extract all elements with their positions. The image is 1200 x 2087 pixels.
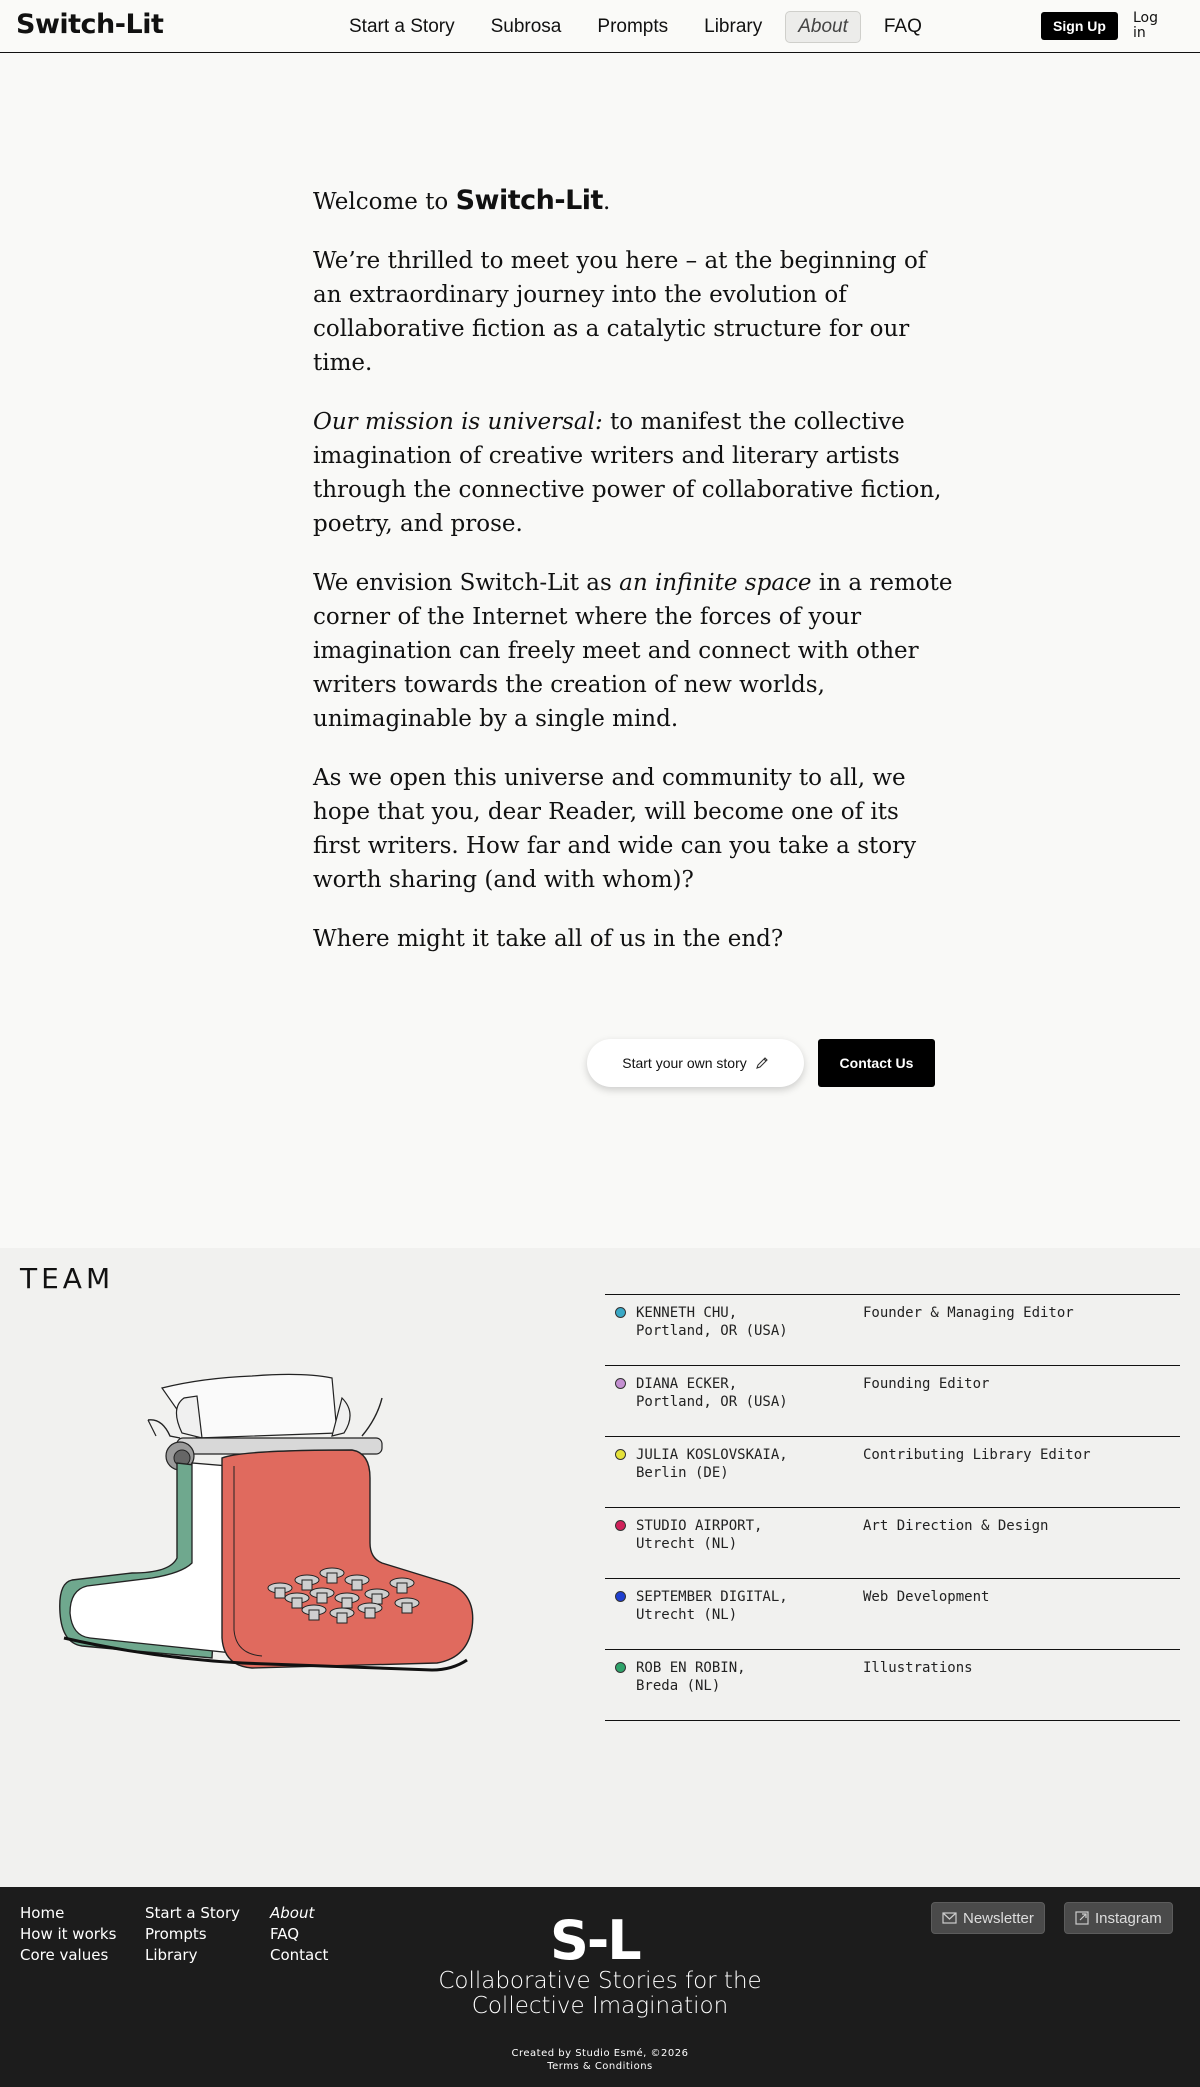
team-member bbox=[605, 1508, 1180, 1579]
newsletter-label: Newsletter bbox=[963, 1909, 1034, 1927]
main-menu bbox=[336, 11, 935, 43]
mission-paragraph bbox=[313, 405, 953, 541]
footer-credit: Created by Studio Esmé, ©2026 bbox=[511, 2048, 689, 2059]
member-name-block bbox=[636, 1446, 856, 1482]
instagram-label: Instagram bbox=[1095, 1909, 1162, 1927]
member-name: KENNETH CHU, bbox=[636, 1305, 738, 1321]
closing-question: Where might it take all of us in the end? bbox=[313, 926, 784, 952]
community-paragraph: As we open this universe and community to all, we hope that you, dear Reader, will become one of its first writers. How far and wide can you take a story worth sharing (and with whom)? bbox=[313, 765, 917, 893]
member-name-block bbox=[636, 1659, 856, 1695]
footer-credits bbox=[400, 2047, 800, 2073]
log-in-link[interactable]: Log in bbox=[1133, 10, 1159, 41]
start-story-label: Start your own story bbox=[622, 1055, 747, 1071]
footer-link-prompts[interactable]: Prompts bbox=[145, 1925, 207, 1943]
logo[interactable]: Switch-Lit bbox=[16, 9, 164, 40]
footer-col-3 bbox=[270, 1903, 328, 1966]
nav-about[interactable]: About bbox=[785, 11, 861, 43]
footer-link-about[interactable]: About bbox=[270, 1904, 315, 1922]
footer-link-library[interactable]: Library bbox=[145, 1946, 198, 1964]
about-content bbox=[313, 184, 953, 981]
member-name: JULIA KOSLOVSKAIA, bbox=[636, 1447, 788, 1463]
vision-text-a: We envision Switch-Lit as bbox=[313, 570, 620, 596]
team-member bbox=[605, 1295, 1180, 1366]
member-color-dot bbox=[615, 1378, 626, 1389]
nav-start-a-story[interactable]: Start a Story bbox=[349, 16, 455, 37]
team-member bbox=[605, 1366, 1180, 1437]
welcome-brand: Switch-Lit bbox=[455, 185, 603, 216]
footer-link-how-it-works[interactable]: How it works bbox=[20, 1925, 117, 1943]
nav-library[interactable]: Library bbox=[704, 16, 763, 37]
member-color-dot bbox=[615, 1520, 626, 1531]
member-name: DIANA ECKER, bbox=[636, 1376, 738, 1392]
nav-faq[interactable]: FAQ bbox=[883, 16, 922, 37]
member-role: Founding Editor bbox=[863, 1376, 990, 1392]
member-name-block bbox=[636, 1375, 856, 1411]
mission-emphasis: Our mission is universal: bbox=[313, 409, 603, 435]
footer bbox=[0, 1887, 1200, 2087]
footer-link-start-a-story[interactable]: Start a Story bbox=[145, 1904, 240, 1922]
typewriter-illustration bbox=[52, 1358, 482, 1688]
footer-logo[interactable]: S-L bbox=[550, 1909, 640, 1972]
top-nav bbox=[0, 0, 1200, 53]
contact-us-button[interactable]: Contact Us bbox=[818, 1039, 935, 1087]
member-name-block bbox=[636, 1517, 856, 1553]
nav-prompts[interactable]: Prompts bbox=[597, 16, 669, 37]
mission-text: to manifest the collective imagination of creative writers and literary artists through the connective power of collaborative fiction, poetry, and prose. bbox=[313, 409, 942, 537]
member-color-dot bbox=[615, 1591, 626, 1602]
vision-text-b: in a remote corner of the Internet where the forces of your imagination can freely meet and connect with other writers towards the creation of new worlds, unimaginable by a single mind. bbox=[313, 570, 953, 732]
member-location: Portland, OR (USA) bbox=[636, 1394, 788, 1410]
vision-emphasis: an infinite space bbox=[619, 570, 812, 596]
footer-tagline: Collaborative Stories for the Collective Imagination bbox=[438, 1968, 762, 2019]
footer-link-faq[interactable]: FAQ bbox=[270, 1925, 300, 1943]
member-color-dot bbox=[615, 1307, 626, 1318]
member-role: Art Direction & Design bbox=[863, 1518, 1049, 1534]
external-link-icon bbox=[1075, 1911, 1089, 1925]
member-name-block bbox=[636, 1304, 856, 1340]
vision-paragraph bbox=[313, 566, 953, 736]
member-role: Founder & Managing Editor bbox=[863, 1305, 1074, 1321]
member-name: ROB EN ROBIN, bbox=[636, 1660, 746, 1676]
team-member bbox=[605, 1437, 1180, 1508]
member-role: Illustrations bbox=[863, 1660, 973, 1676]
team-list bbox=[605, 1294, 1180, 1721]
member-name: SEPTEMBER DIGITAL, bbox=[636, 1589, 788, 1605]
member-location: Utrecht (NL) bbox=[636, 1536, 738, 1552]
member-role: Contributing Library Editor bbox=[863, 1447, 1091, 1463]
footer-terms-link[interactable]: Terms & Conditions bbox=[547, 2061, 653, 2072]
member-name-block bbox=[636, 1588, 856, 1624]
sign-up-button[interactable]: Sign Up bbox=[1041, 12, 1118, 40]
team-title: TEAM bbox=[20, 1262, 115, 1295]
footer-link-contact[interactable]: Contact bbox=[270, 1946, 329, 1964]
member-color-dot bbox=[615, 1449, 626, 1460]
start-story-button[interactable] bbox=[587, 1039, 804, 1087]
member-location: Utrecht (NL) bbox=[636, 1607, 738, 1623]
member-color-dot bbox=[615, 1662, 626, 1673]
footer-col-1 bbox=[20, 1903, 116, 1966]
member-location: Berlin (DE) bbox=[636, 1465, 729, 1481]
nav-subrosa[interactable]: Subrosa bbox=[490, 16, 562, 37]
intro-paragraph-1: We’re thrilled to meet you here – at the beginning of an extraordinary journey into the evolution of collaborative fiction as a catalytic structure for our time. bbox=[313, 248, 927, 376]
footer-link-home[interactable]: Home bbox=[20, 1904, 65, 1922]
instagram-button[interactable] bbox=[1064, 1902, 1173, 1934]
team-member bbox=[605, 1579, 1180, 1650]
welcome-suffix: . bbox=[602, 189, 611, 215]
newsletter-button[interactable] bbox=[931, 1902, 1045, 1934]
member-role: Web Development bbox=[863, 1589, 990, 1605]
welcome-heading bbox=[313, 184, 953, 219]
mail-icon bbox=[942, 1912, 957, 1924]
footer-col-2 bbox=[145, 1903, 240, 1966]
team-section bbox=[0, 1248, 1200, 1887]
member-location: Breda (NL) bbox=[636, 1678, 721, 1694]
team-member bbox=[605, 1650, 1180, 1721]
cta-row bbox=[587, 1039, 935, 1087]
footer-link-core-values[interactable]: Core values bbox=[20, 1946, 109, 1964]
member-name: STUDIO AIRPORT, bbox=[636, 1518, 763, 1534]
welcome-prefix: Welcome to bbox=[313, 189, 456, 215]
member-location: Portland, OR (USA) bbox=[636, 1323, 788, 1339]
pencil-icon bbox=[755, 1056, 769, 1070]
